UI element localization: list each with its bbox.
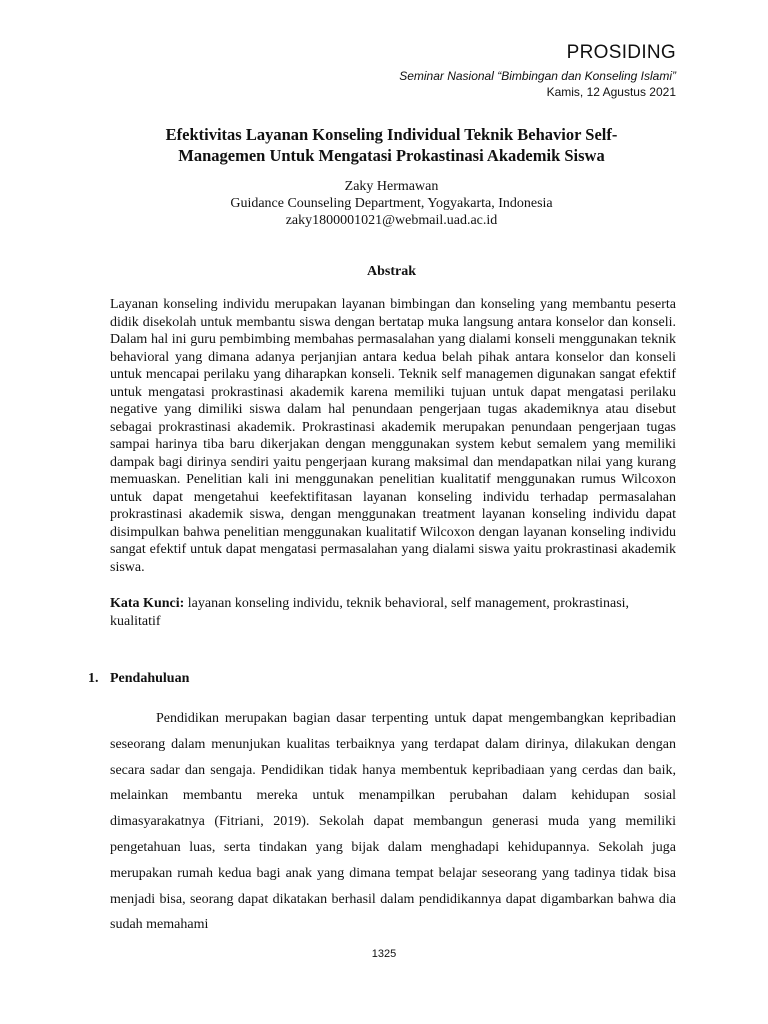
keywords-list: layanan konseling individu, teknik behavioral, self management, prokrastinasi, kualitatif: [110, 596, 630, 629]
section-heading: [88, 671, 189, 687]
section-title: Pendahuluan: [110, 671, 190, 686]
running-header: [399, 42, 676, 100]
keywords: [110, 595, 676, 630]
seminar-date: Kamis, 12 Agustus 2021: [546, 85, 676, 99]
paper-title-line-2: Managemen Untuk Mengatasi Prokastinasi Akademik Siswa: [178, 146, 605, 165]
paper-title: [110, 124, 673, 166]
abstract-heading: Abstrak: [366, 264, 416, 279]
seminar-name: Seminar Nasional “Bimbingan dan Konseling Islami”: [399, 69, 676, 83]
page-number: 1325: [371, 948, 397, 960]
author-affiliation: Guidance Counseling Department, Yogyakarta, Indonesia: [230, 196, 553, 211]
keywords-label: Kata Kunci:: [110, 596, 185, 611]
paper-title-line-1: Efektivitas Layanan Konseling Individual Teknik Behavior Self-: [165, 125, 618, 144]
author-email: zaky1800001021@webmail.uad.ac.id: [285, 213, 498, 228]
author-name: Zaky Hermawan: [344, 179, 439, 194]
section-number: 1.: [88, 671, 99, 686]
section-body-text: Pendidikan merupakan bagian dasar terpenting untuk dapat mengembangkan kepribadian seseorang dalam menunjukan kualitas terbaiknya yang terdapat dalam dirinya, dilakukan dengan secara sadar dan sengaja. Pendidikan tidak hanya membentuk kepribadiaan yang cerdas dan baik, melainkan membantu mereka untuk menampilkan perubahan dalam kehidupan sosial dimasyarakatnya (Fitriani, 2019). Sekolah dapat membangun generasi muda yang memiliki pengetahuan luas, serta tindakan yang bijak dalam menghadapi kehidupannya. Sekolah juga merupakan rumah kedua bagi anak yang dimana tempat belajar seseorang yang tadinya tidak bisa menjadi bisa, seorang dapat dikatakan berhasil dalam pendidikannya dapat digambarkan bahwa dia sudah memahami: [110, 711, 676, 933]
abstract-text: Layanan konseling individu merupakan layanan bimbingan dan konseling yang membantu peserta didik disekolah untuk membantu siswa dengan bertatap muka langsung antara konselor dan konseli. Dalam hal ini guru pembimbing membahas permasalahan yang dialami konseli menggunakan teknik behavioral yang dimana adanya perjanjian antara kedua belah pihak antara konselor dan konseli untuk mencapai perilaku yang diharapkan konseli. Teknik self managemen digunakan sangat efektif untuk mengatasi prokrastinasi akademik karena memiliki tujuan untuk dapat mengatasi perilaku negative yang dimiliki siswa dalam hal penundaan pengerjaan tugas akademiknya atau disebut sebagai prokrastinasi akademik. Prokrastinasi akademik merupakan penundaan pengerjaan tugas sampai harinya tiba baru dikerjakan dengan menggunakan system kebut semalem yang memiliki dampak bagi dirinya sendiri yaitu pengerjaan kurang maksimal dan mendapatkan nilai yang kurang memuaskan. Penelitian kali ini menggunakan penelitian kualitatif menggunakan rumus Wilcoxon untuk dapat mengetahui keefektifitasan layanan konseling individu terhadap permasalahan prokrastinasi akademik siswa, dengan menggunakan treatment layanan konseling individu dapat disimpulkan bahwa penelitian menggunakan kualitatif Wilcoxon dengan layanan konseling individu sangat efektif untuk dapat mengatasi permasalahan yang dialami siswa yaitu prokrastinasi akademik siswa.: [110, 297, 676, 575]
proceedings-label: PROSIDING: [566, 42, 676, 63]
author-block: [110, 178, 673, 229]
